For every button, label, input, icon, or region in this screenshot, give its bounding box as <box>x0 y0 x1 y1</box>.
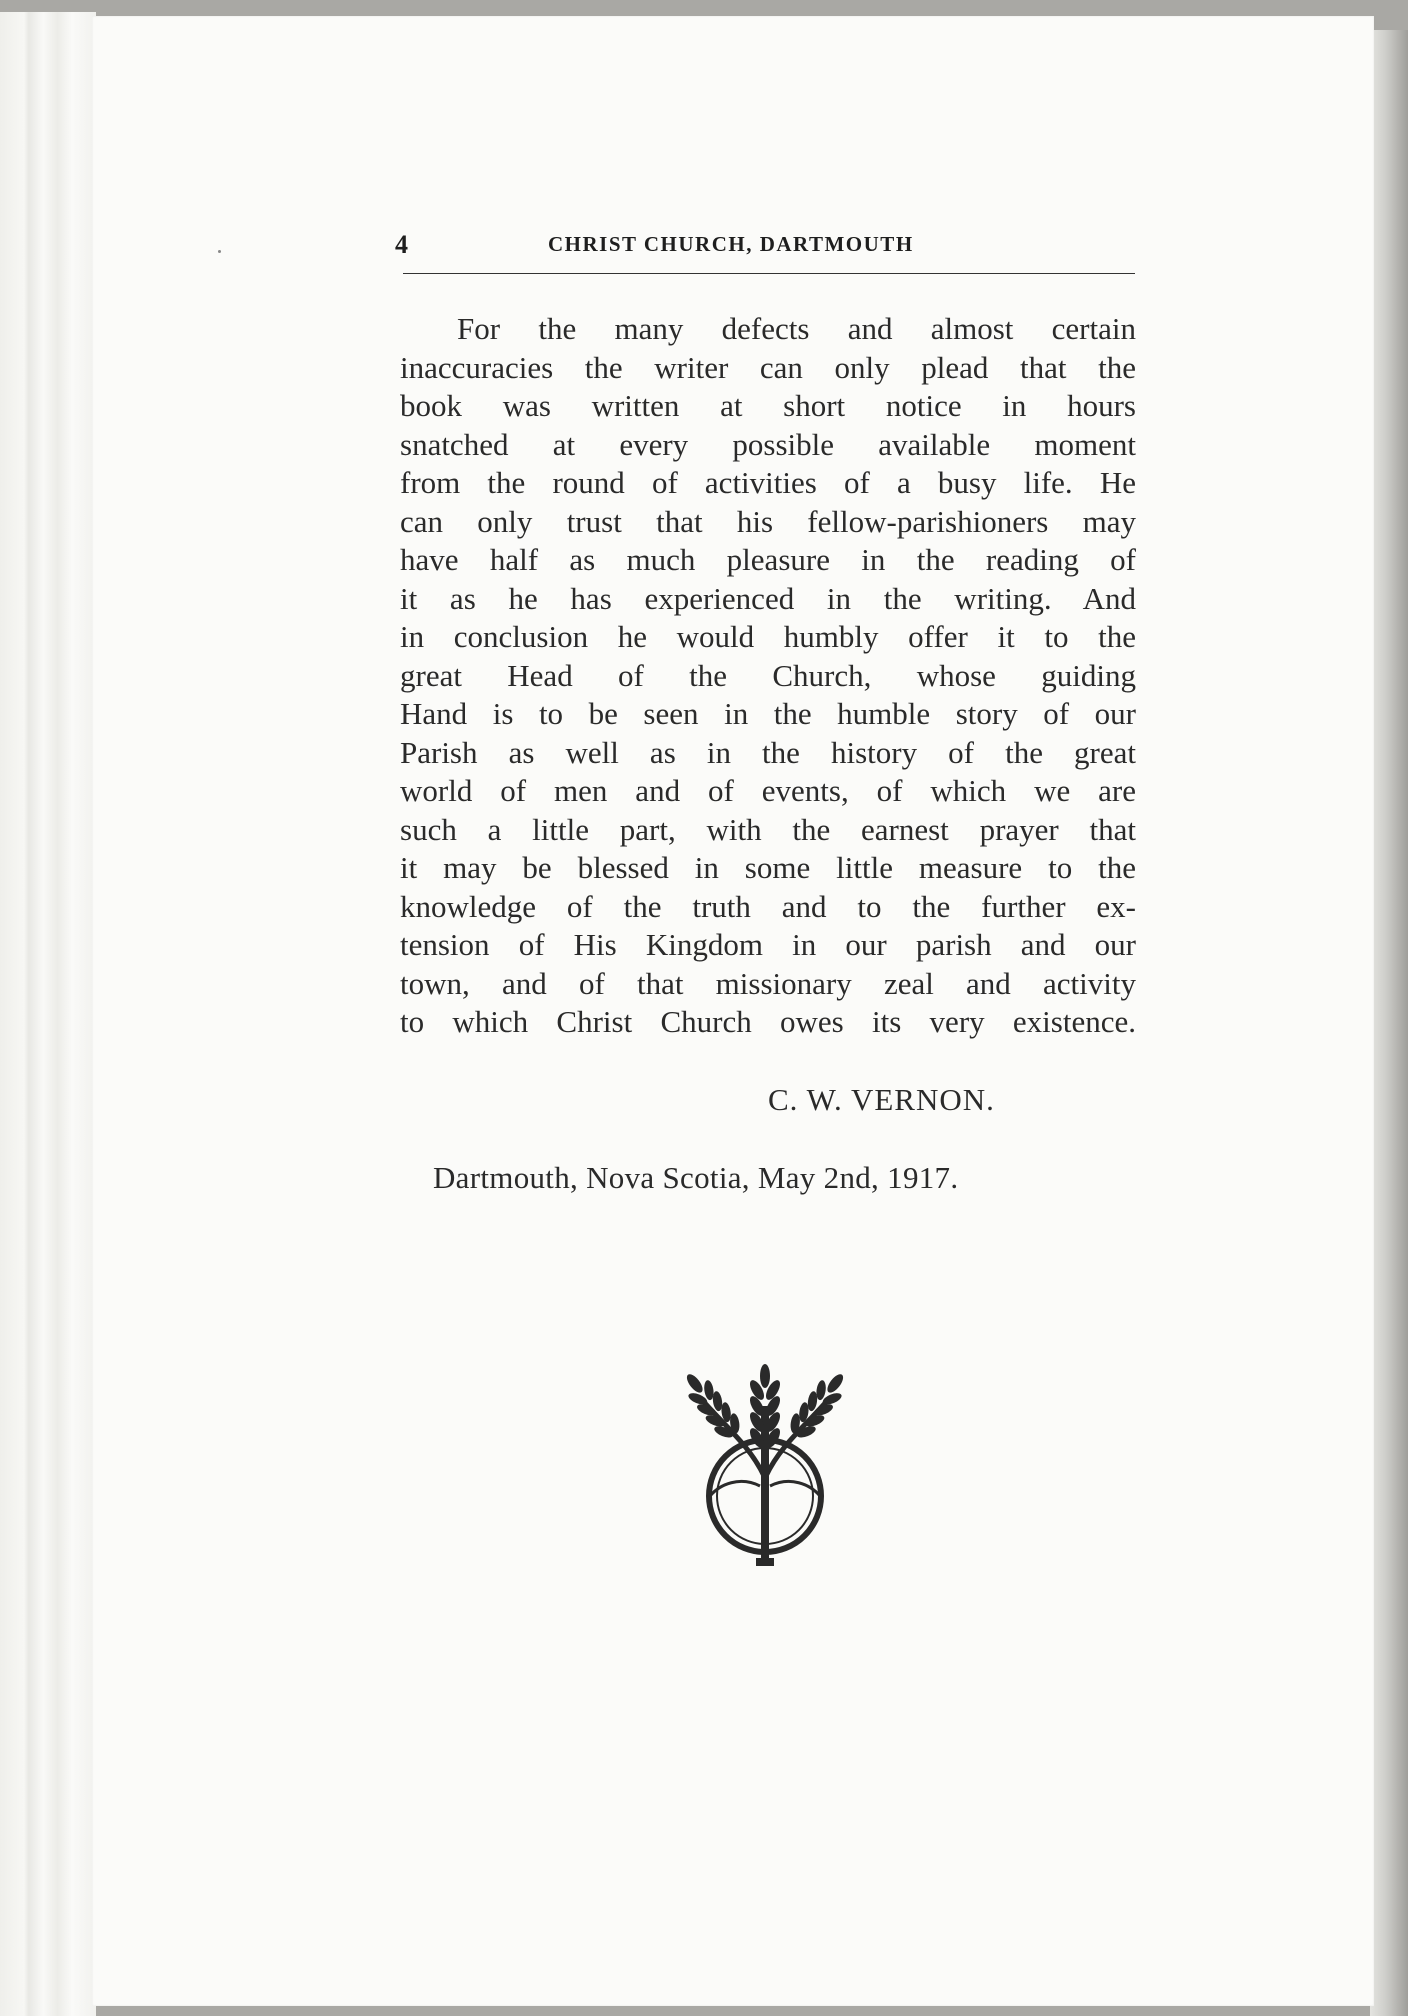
body-line: such a little part, with the earnest prayer that <box>400 811 1136 847</box>
body-line: to which Christ Church owes its very existence. <box>400 1004 1136 1039</box>
body-line: world of men and of events, of which we are <box>400 773 1136 808</box>
scan-speck <box>218 250 221 253</box>
body-line: inaccuracies the writer can only plead that the <box>400 349 1136 385</box>
page-number: 4 <box>395 230 408 259</box>
body-paragraph <box>400 310 1136 1042</box>
body-line: Hand is to be seen in the humble story of our <box>400 696 1136 731</box>
body-line: knowledge of the truth and to the further ex- <box>400 888 1136 924</box>
body-line: town, and of that missionary zeal and activity <box>400 965 1136 1001</box>
body-line: from the round of activities of a busy life. He <box>400 465 1136 500</box>
body-line: Parish as well as in the history of the great <box>400 734 1136 770</box>
body-line: it as he has experienced in the writing. And <box>400 580 1136 616</box>
body-line: For the many defects and almost certain <box>457 311 1136 346</box>
page-stack-edge-right <box>1370 30 1408 2016</box>
body-line: book was written at short notice in hours <box>400 388 1136 423</box>
body-line: have half as much pleasure in the reading of <box>400 542 1136 577</box>
body-line: can only trust that his fellow-parishioners may <box>400 503 1136 539</box>
body-line: in conclusion he would humbly offer it to the <box>400 619 1136 654</box>
author-signature: C. W. VERNON. <box>768 1082 995 1117</box>
body-line: snatched at every possible available moment <box>400 426 1136 462</box>
body-line: great Head of the Church, whose guiding <box>400 657 1136 693</box>
wheat-sheaf-ring-ornament-icon <box>680 1336 850 1576</box>
body-line: it may be blessed in some little measure to the <box>400 850 1136 885</box>
body-line: tension of His Kingdom in our parish and our <box>400 927 1136 962</box>
running-header <box>395 230 1135 270</box>
page-stack-edge-left <box>0 12 96 2016</box>
running-title: CHRIST CHURCH, DARTMOUTH <box>548 232 914 256</box>
dateline: Dartmouth, Nova Scotia, May 2nd, 1917. <box>433 1160 959 1195</box>
header-rule <box>403 273 1135 274</box>
